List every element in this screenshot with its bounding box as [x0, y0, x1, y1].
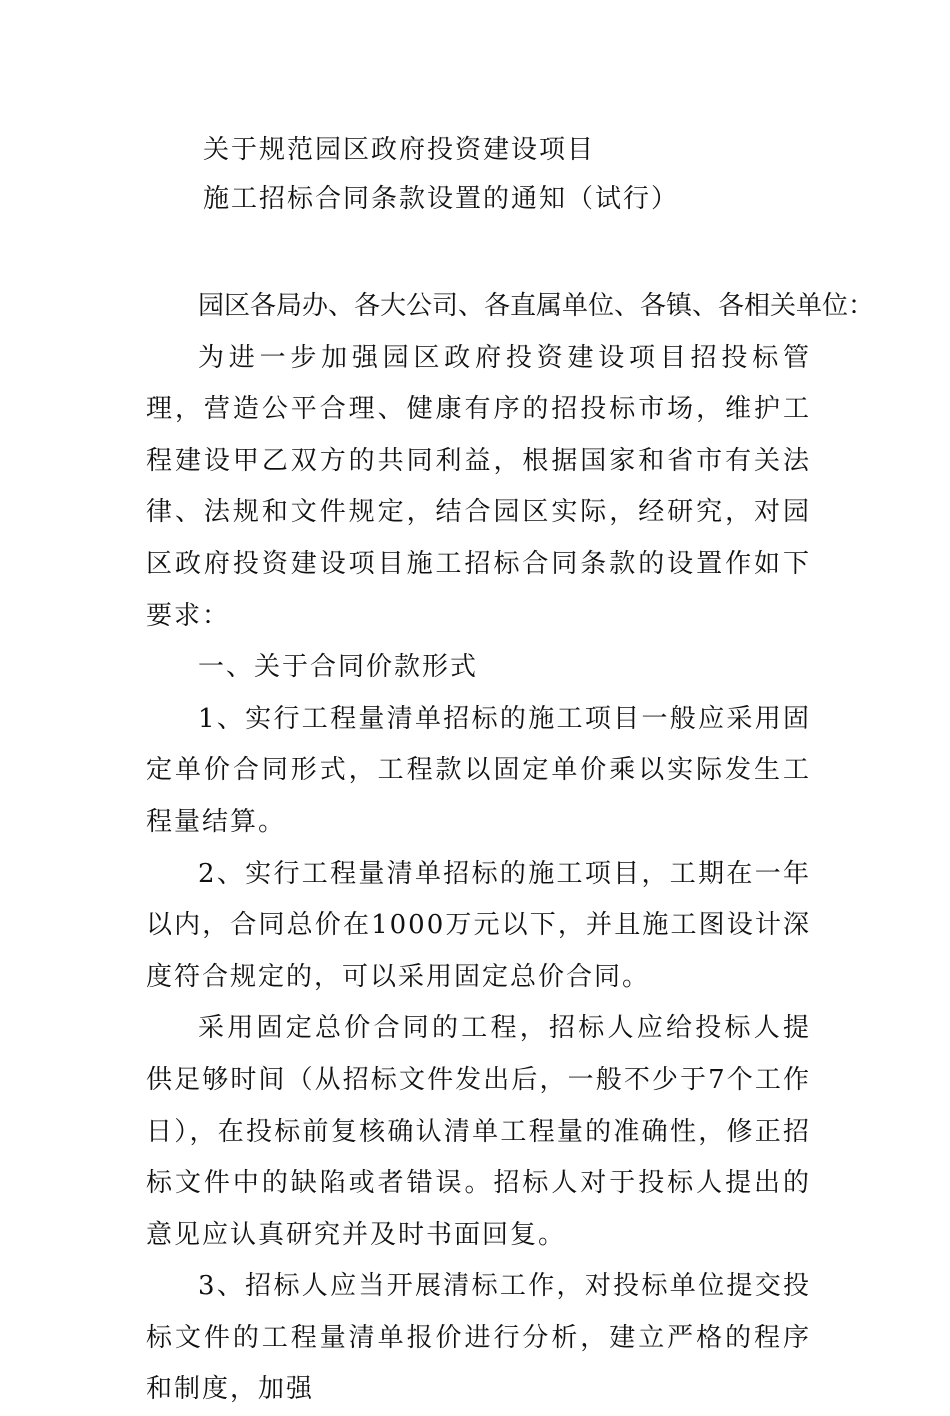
section-heading-1: 一、关于合同价款形式 [198, 652, 479, 683]
paragraph-fixed-price-note: 采用固定总价合同的工程，招标人应给投标人提供足够时间（从招标文件发出后，一般不少于7个工作日），在投标前复核确认清单工程量的准确性，修正招标文件中的缺陷或者错误。招标人对于投标人提出的意见应认真研究并及时书面回复。 [146, 1013, 811, 1250]
paragraph-item-1: 1、实行工程量清单招标的施工项目一般应采用固定单价合同形式，工程款以固定单价乘以实际发生工程量结算。 [146, 703, 811, 837]
document-body [146, 281, 875, 1416]
paragraph-item-3: 3、招标人应当开展清标工作，对投标单位提交投标文件的工程量清单报价进行分析，建立严格的程序和制度，加强 [146, 1271, 811, 1405]
document-title-line-1: 关于规范园区政府投资建设项目 [203, 135, 596, 165]
paragraph-intro: 为进一步加强园区政府投资建设项目招投标管理，营造公平合理、健康有序的招投标市场，维护工程建设甲乙双方的共同利益，根据国家和省市有关法律、法规和文件规定，结合园区实际，经研究，对园区政府投资建设项目施工招标合同条款的设置作如下要求： [146, 342, 811, 631]
document-title-line-2: 施工招标合同条款设置的通知（试行） [203, 184, 680, 214]
paragraph-item-2: 2、实行工程量清单招标的施工项目，工期在一年以内，合同总价在1000万元以下，并且施工图设计深度符合规定的，可以采用固定总价合同。 [146, 858, 811, 992]
addressee-line: 园区各局办、各大公司、各直属单位、各镇、各相关单位： [198, 291, 875, 321]
